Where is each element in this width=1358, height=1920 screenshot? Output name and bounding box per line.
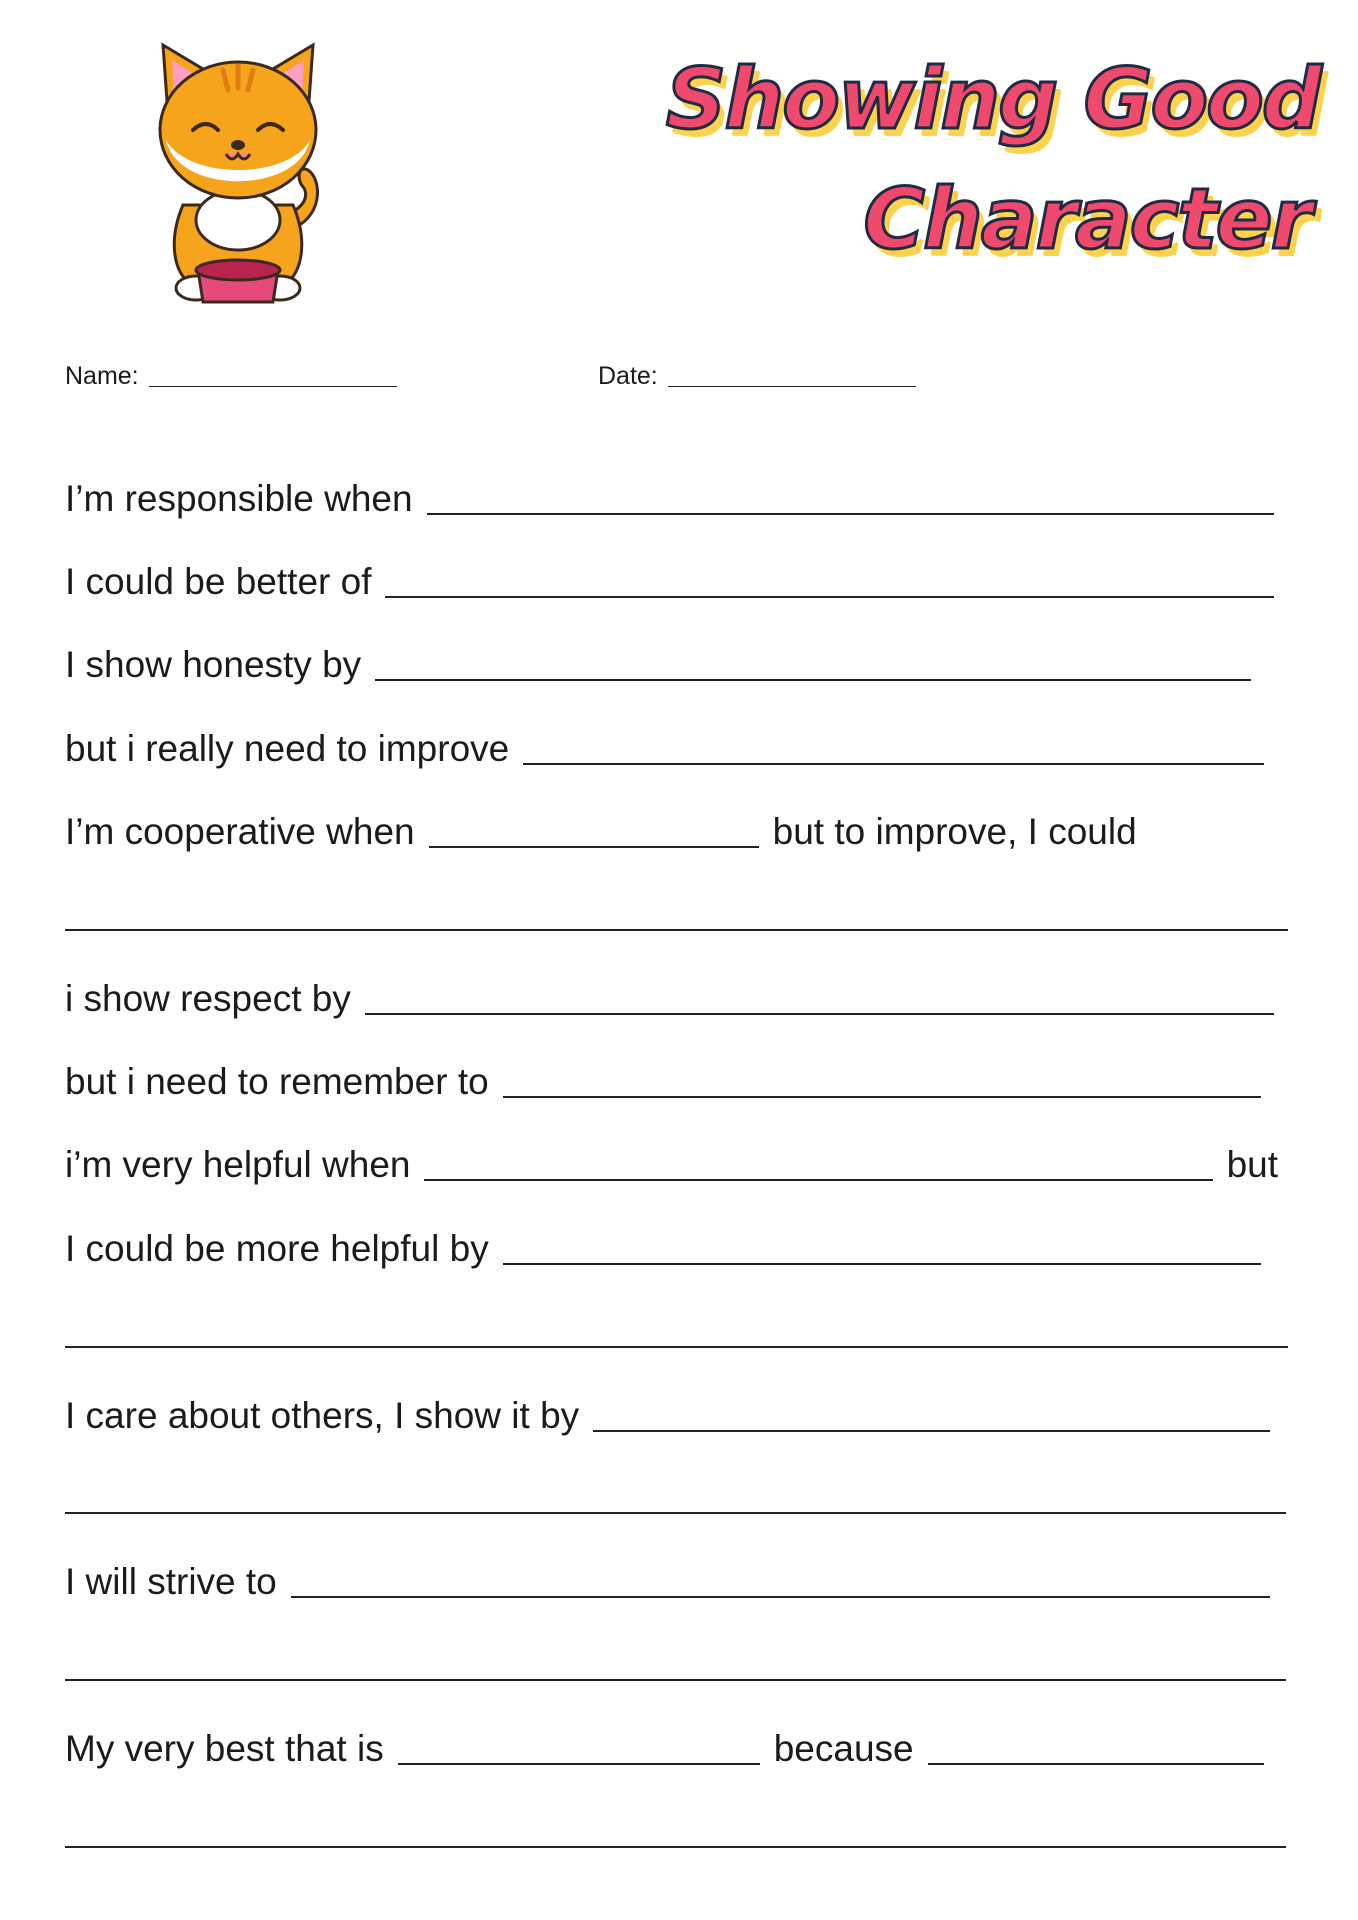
answer-line[interactable] (65, 1512, 1286, 1514)
prompt-text: i’m very helpful when (65, 1144, 411, 1185)
prompt-text: I’m responsible when (65, 478, 413, 519)
prompt-improve (65, 717, 1278, 767)
answer-blank[interactable] (365, 1013, 1274, 1015)
prompt-text-continued: but to improve, I could (772, 811, 1137, 852)
prompt-text-continued: because (773, 1728, 914, 1769)
prompt-text: i show respect by (65, 978, 351, 1019)
answer-line[interactable] (65, 1846, 1286, 1848)
answer-line[interactable] (65, 1346, 1288, 1348)
prompt-text: I show honesty by (65, 644, 362, 685)
prompt-more-helpful (65, 1217, 1275, 1267)
prompt-text: I could be more helpful by (65, 1228, 489, 1269)
date-field[interactable] (598, 362, 916, 391)
prompt-text: I will strive to (65, 1561, 277, 1602)
prompt-remember (65, 1050, 1275, 1100)
answer-blank[interactable] (291, 1596, 1270, 1598)
date-blank[interactable] (668, 386, 916, 387)
prompt-text: I could be better of (65, 561, 372, 602)
name-label: Name: (65, 362, 139, 390)
answer-blank[interactable] (928, 1763, 1264, 1765)
prompt-better-of (65, 550, 1288, 600)
name-blank[interactable] (149, 386, 397, 387)
answer-line[interactable] (65, 929, 1288, 931)
prompt-care (65, 1384, 1284, 1434)
title-line-1: Showing Good (665, 50, 1320, 148)
name-field[interactable] (65, 362, 397, 391)
title-line-2: Character (863, 170, 1310, 268)
worksheet-title (665, 40, 1320, 300)
prompt-text: but i really need to improve (65, 728, 510, 769)
answer-line[interactable] (65, 1679, 1286, 1681)
prompt-respect (65, 967, 1288, 1017)
answer-blank[interactable] (375, 679, 1251, 681)
prompt-responsible (65, 467, 1288, 517)
answer-blank[interactable] (429, 846, 759, 848)
date-label: Date: (598, 362, 658, 390)
answer-blank[interactable] (503, 1096, 1261, 1098)
cat-illustration (138, 30, 338, 310)
prompt-cooperative (65, 800, 1288, 850)
prompt-text: I’m cooperative when (65, 811, 415, 852)
prompt-strive (65, 1550, 1284, 1600)
answer-blank[interactable] (503, 1263, 1261, 1265)
prompt-text-continued: but (1226, 1144, 1278, 1185)
answer-blank[interactable] (424, 1179, 1212, 1181)
answer-blank[interactable] (523, 763, 1264, 765)
answer-blank[interactable] (398, 1763, 760, 1765)
answer-blank[interactable] (427, 513, 1274, 515)
answer-blank[interactable] (385, 596, 1274, 598)
prompt-text: My very best that is (65, 1728, 384, 1769)
answer-blank[interactable] (593, 1430, 1270, 1432)
prompt-honesty (65, 633, 1265, 683)
prompt-text: but i need to remember to (65, 1061, 489, 1102)
prompt-text: I care about others, I show it by (65, 1395, 580, 1436)
prompt-very-best (65, 1717, 1278, 1767)
prompt-helpful (65, 1133, 1278, 1183)
